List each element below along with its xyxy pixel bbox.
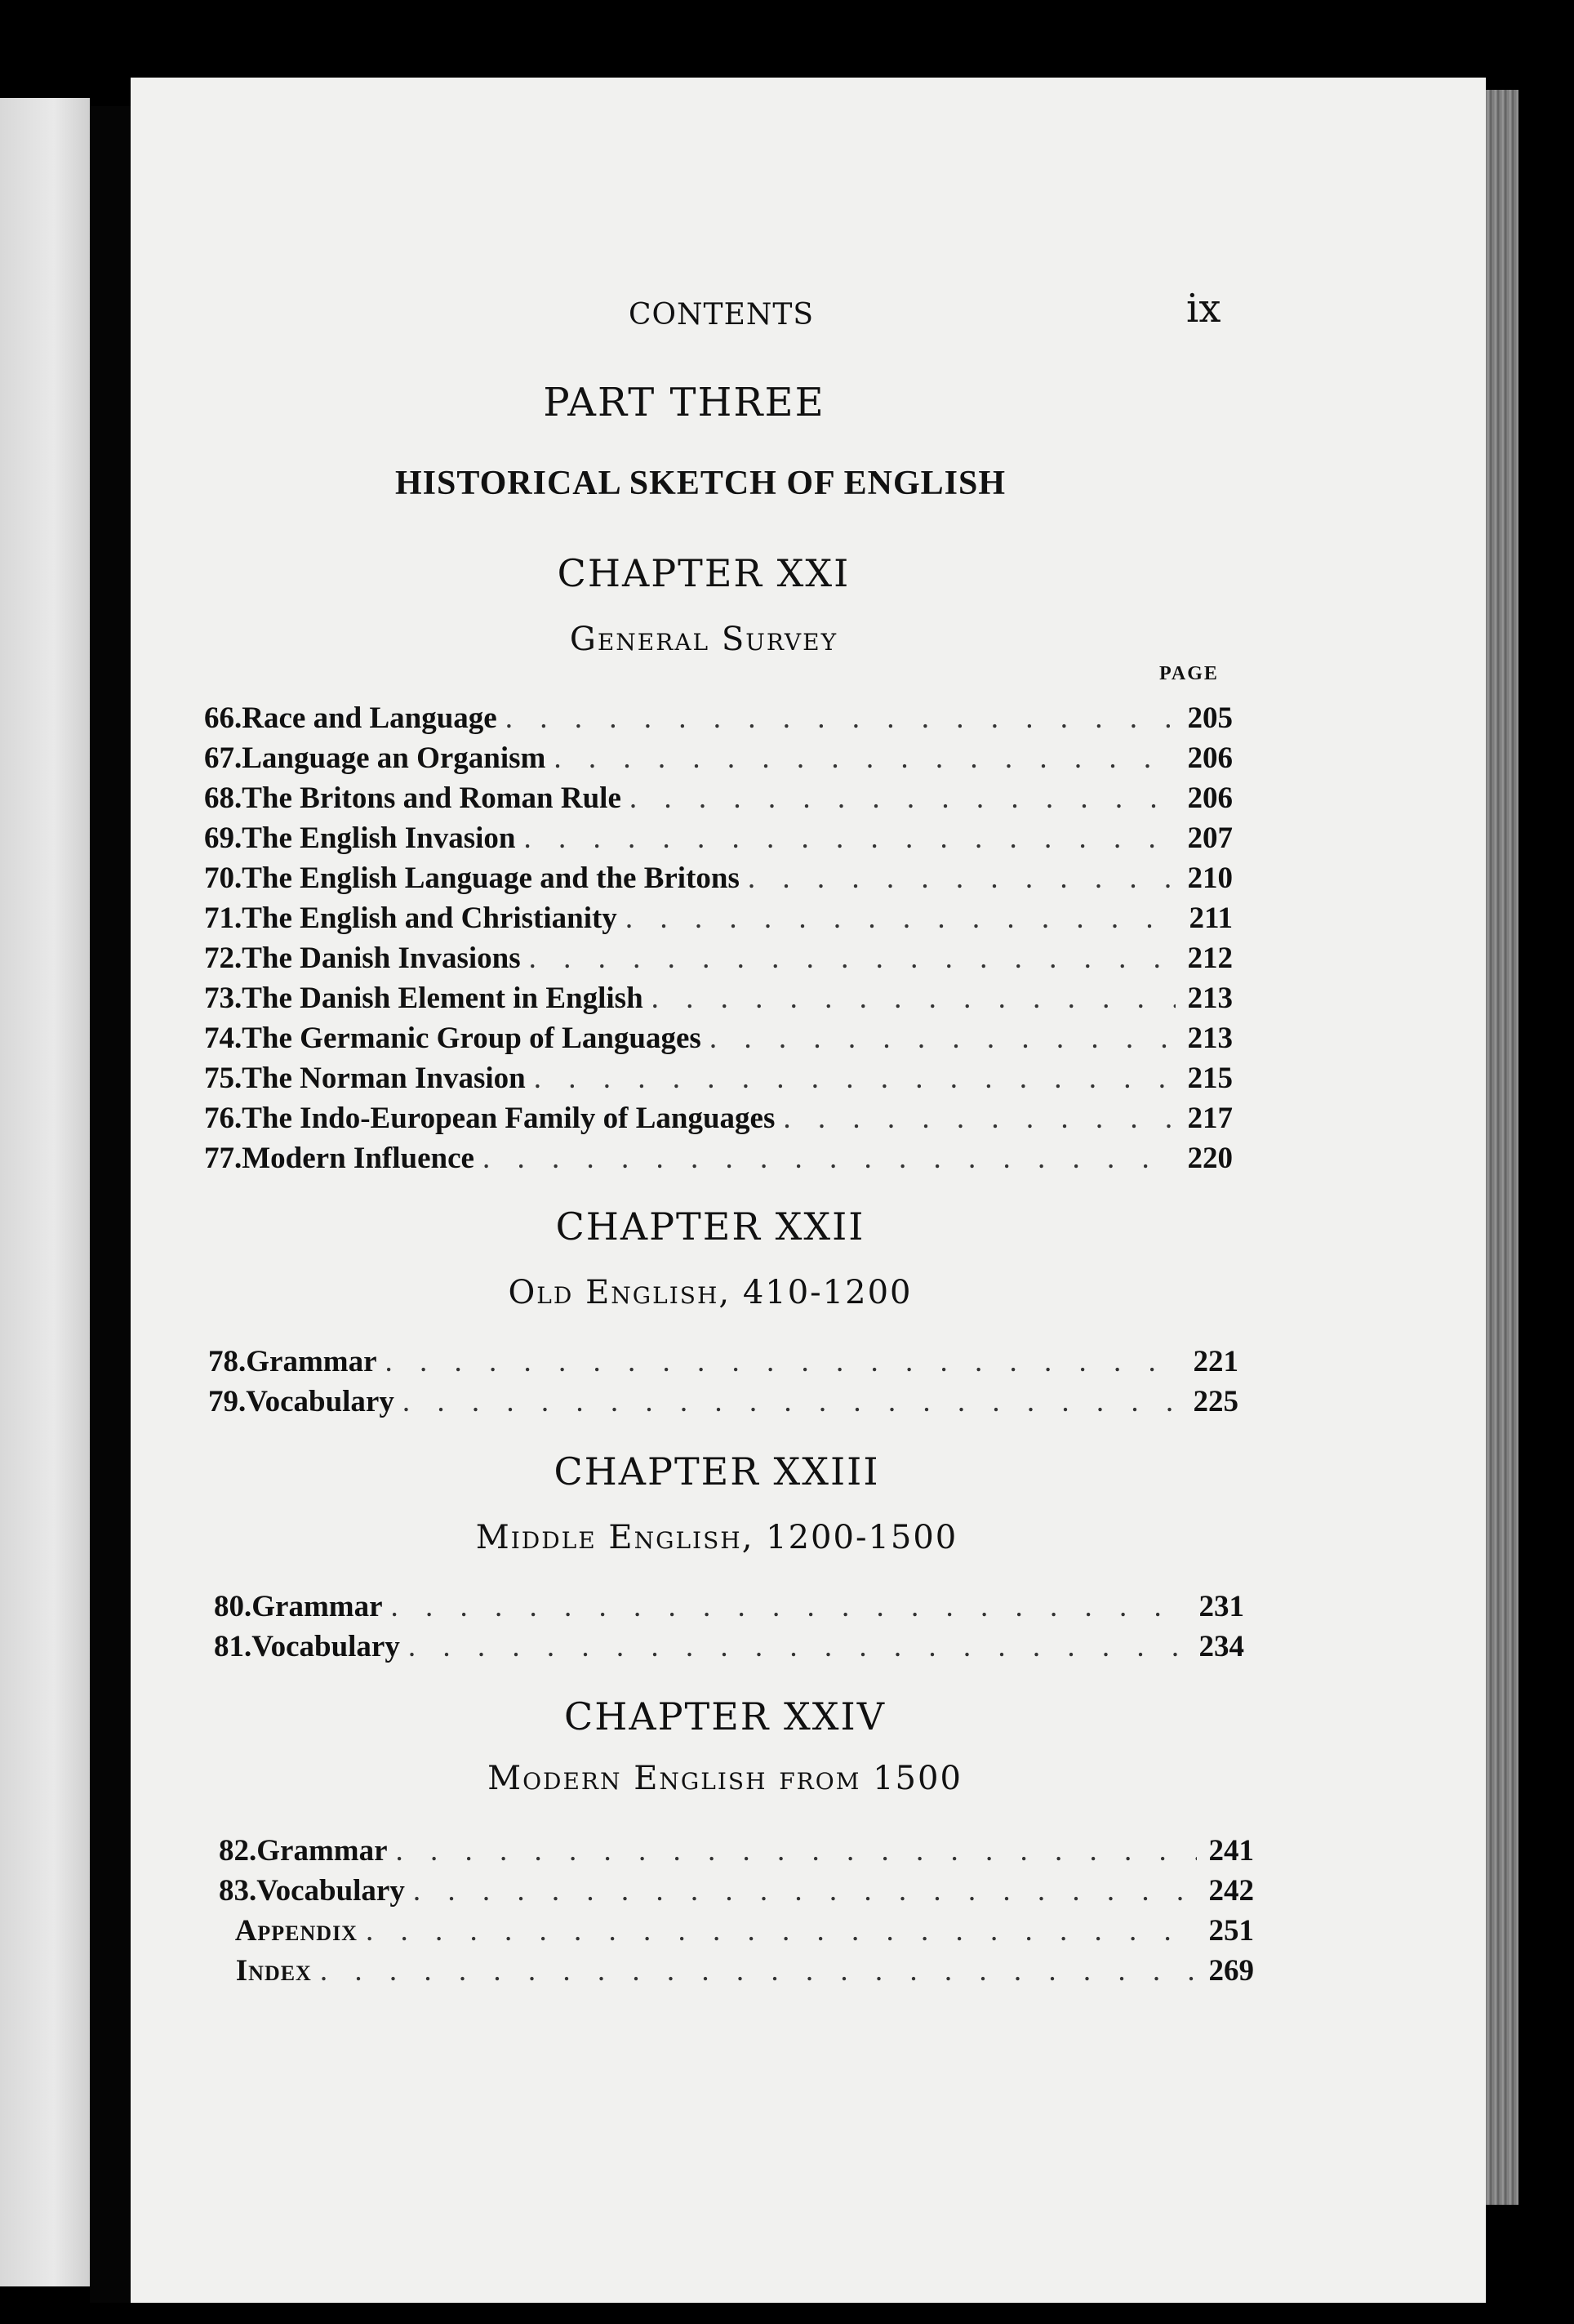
toc-entry <box>204 1141 1233 1180</box>
entry-page: 251 <box>1208 1914 1254 1948</box>
toc-entry <box>204 901 1233 940</box>
entry-page: 234 <box>1198 1630 1244 1663</box>
part-subtitle: HISTORICAL SKETCH OF ENGLISH <box>394 465 1007 502</box>
entry-title: The Danish Element in English <box>242 982 643 1015</box>
entry-page: 205 <box>1187 701 1233 735</box>
entry-number: 83. <box>219 1874 257 1908</box>
entry-title: The Norman Invasion <box>242 1062 526 1095</box>
facing-page-edge <box>0 98 90 2286</box>
entry-number: 66. <box>204 701 242 735</box>
toc-entry <box>204 781 1233 820</box>
entry-number: 80. <box>214 1590 252 1623</box>
entry-number: 69. <box>204 821 242 855</box>
toc-entry <box>208 1344 1238 1383</box>
entry-title: Grammar <box>246 1345 377 1378</box>
dot-leader <box>651 981 1176 1016</box>
toc-entry <box>204 821 1233 860</box>
page-stack-edge <box>1486 90 1518 2205</box>
entry-number: 70. <box>204 861 242 895</box>
chapter-subtitle: Old English, 410-1200 <box>508 1274 913 1311</box>
chapter-subtitle: Middle English, 1200-1500 <box>475 1519 958 1556</box>
dot-leader <box>748 861 1176 896</box>
entry-title: Race and Language <box>242 701 497 735</box>
entry-page: 241 <box>1208 1834 1254 1868</box>
toc-entry <box>204 941 1233 980</box>
chapter-title: CHAPTER XXIV <box>564 1694 886 1739</box>
page-column-label: PAGE <box>1159 663 1219 684</box>
entry-number: 81. <box>214 1630 252 1663</box>
entry-page: 242 <box>1208 1874 1254 1908</box>
dot-leader <box>320 1953 1197 1988</box>
part-title: PART THREE <box>543 380 825 425</box>
entry-number: 75. <box>204 1062 242 1095</box>
entry-number: 73. <box>204 982 242 1015</box>
chapter-title: CHAPTER XXI <box>557 551 851 595</box>
entry-number: 71. <box>204 902 242 935</box>
entry-title: The Britons and Roman Rule <box>242 781 621 815</box>
dot-leader <box>385 1344 1181 1379</box>
entry-title: The Danish Invasions <box>242 942 521 975</box>
entry-number: 74. <box>204 1022 242 1055</box>
dot-leader <box>413 1873 1197 1908</box>
toc-entry <box>208 1384 1238 1423</box>
entry-page: 212 <box>1187 942 1233 975</box>
dot-leader <box>408 1629 1187 1664</box>
chapter-subtitle: General Survey <box>569 621 838 658</box>
toc-entry <box>219 1873 1254 1912</box>
entry-number: 82. <box>219 1834 257 1868</box>
toc-entry <box>204 1101 1233 1140</box>
entry-number: 68. <box>204 781 242 815</box>
entry-title: Vocabulary <box>256 1874 405 1908</box>
entry-title: The Indo-European Family of Languages <box>242 1102 776 1135</box>
running-head: CONTENTS <box>629 298 815 332</box>
entry-title: The English Language and the Britons <box>242 861 740 895</box>
entry-title: Grammar <box>256 1834 388 1868</box>
entry-title: Language an Organism <box>242 741 546 775</box>
dot-leader <box>783 1101 1176 1136</box>
toc-entry <box>204 981 1233 1020</box>
entry-title: Index <box>235 1954 312 1988</box>
toc-entry <box>219 1953 1254 1992</box>
chapter-title: CHAPTER XXII <box>555 1204 865 1249</box>
toc-entry <box>204 701 1233 740</box>
entry-page: 231 <box>1198 1590 1244 1623</box>
toc-entry <box>204 1021 1233 1060</box>
entry-number: 72. <box>204 942 242 975</box>
dot-leader <box>554 741 1176 776</box>
entry-page: 211 <box>1189 902 1233 935</box>
dot-leader <box>523 821 1176 856</box>
toc-entry <box>214 1629 1244 1668</box>
entry-page: 213 <box>1187 982 1233 1015</box>
entry-title: Vocabulary <box>251 1630 400 1663</box>
entry-title: Appendix <box>234 1914 358 1948</box>
dot-leader <box>625 901 1176 936</box>
entry-title: Modern Influence <box>242 1142 474 1175</box>
entry-page: 225 <box>1193 1385 1238 1418</box>
entry-number: 78. <box>208 1345 247 1378</box>
toc-entry <box>204 861 1233 900</box>
dot-leader <box>529 941 1176 976</box>
chapter-subtitle: Modern English from 1500 <box>487 1760 963 1797</box>
entry-page: 210 <box>1187 861 1233 895</box>
entry-number: 67. <box>204 741 242 775</box>
dot-leader <box>534 1061 1176 1096</box>
entry-number: 76. <box>204 1102 242 1135</box>
dot-leader <box>402 1384 1181 1419</box>
entry-page: 269 <box>1208 1954 1254 1988</box>
dot-leader <box>482 1141 1176 1176</box>
toc-entry <box>219 1913 1254 1952</box>
dot-leader <box>391 1589 1187 1624</box>
entry-number: 79. <box>208 1385 247 1418</box>
toc-entry <box>204 741 1233 780</box>
entry-page: 217 <box>1187 1102 1233 1135</box>
dot-leader <box>396 1833 1197 1868</box>
toc-entry <box>219 1833 1254 1872</box>
entry-title: The English and Christianity <box>242 902 617 935</box>
entry-page: 215 <box>1187 1062 1233 1095</box>
toc-entry <box>204 1061 1233 1100</box>
entry-page: 213 <box>1187 1022 1233 1055</box>
dot-leader <box>629 781 1176 816</box>
page-number: ix <box>1186 286 1221 332</box>
entry-title: Grammar <box>251 1590 383 1623</box>
entry-page: 220 <box>1187 1142 1233 1175</box>
entry-page: 221 <box>1193 1345 1238 1378</box>
entry-title: Vocabulary <box>246 1385 394 1418</box>
toc-entry <box>214 1589 1244 1628</box>
chapter-title: CHAPTER XXIII <box>554 1449 880 1494</box>
dot-leader <box>709 1021 1176 1056</box>
dot-leader <box>366 1913 1197 1948</box>
dot-leader <box>505 701 1176 736</box>
entry-page: 207 <box>1187 821 1233 855</box>
entry-number: 77. <box>204 1142 242 1175</box>
entry-page: 206 <box>1187 741 1233 775</box>
entry-page: 206 <box>1187 781 1233 815</box>
entry-title: The Germanic Group of Languages <box>242 1022 701 1055</box>
entry-title: The English Invasion <box>242 821 516 855</box>
